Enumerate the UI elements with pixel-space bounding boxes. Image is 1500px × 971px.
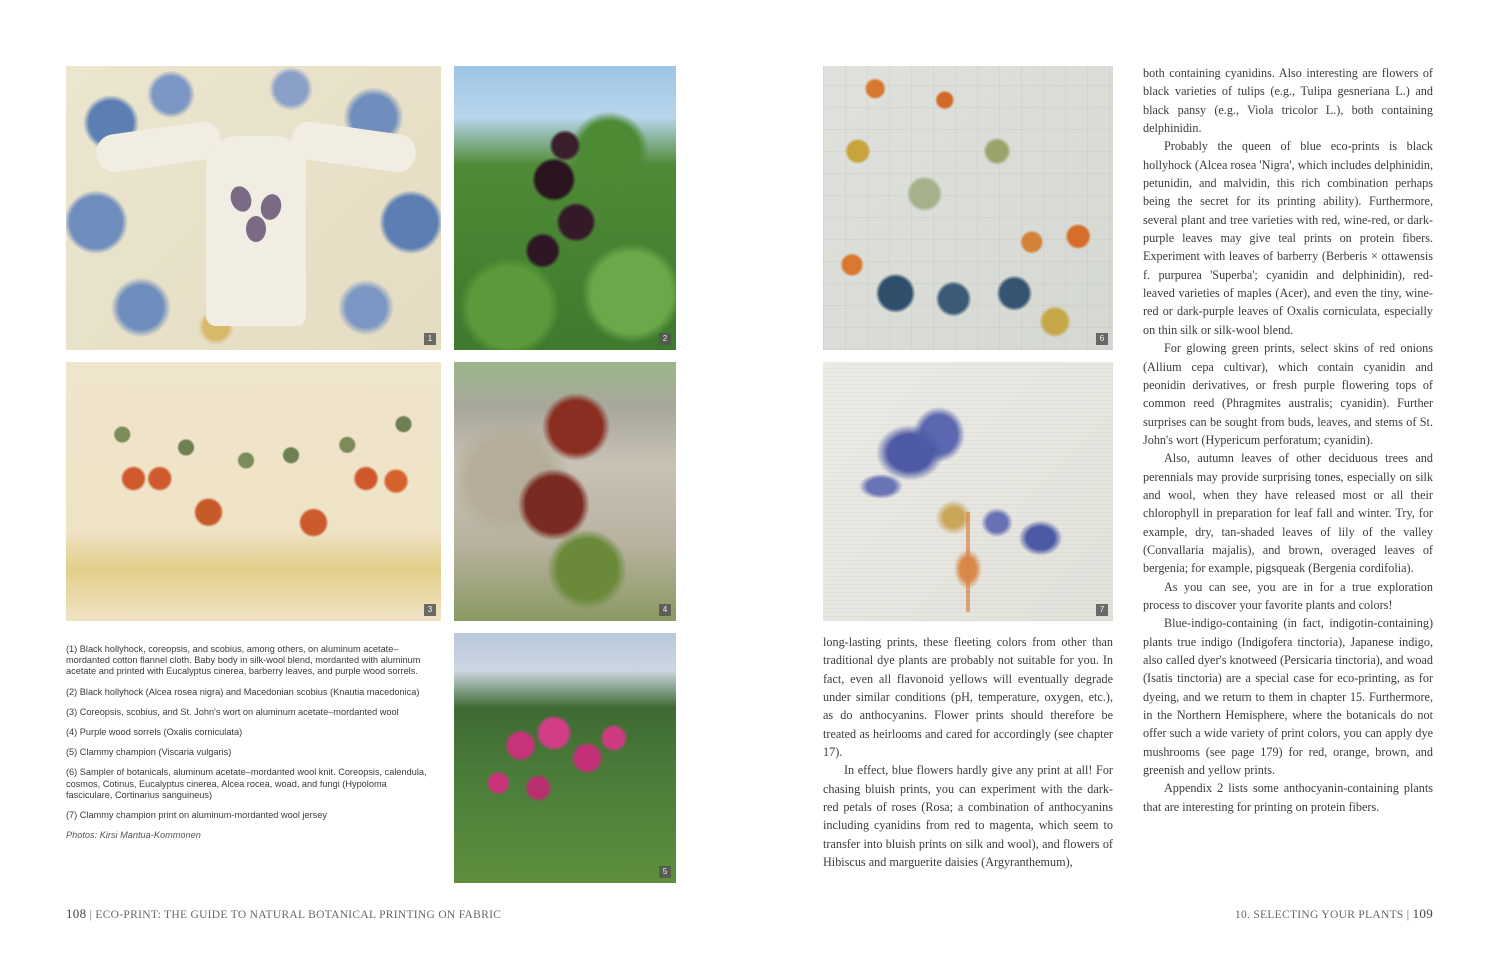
photo-credit: Photos: Kirsi Mantua-Kommonen — [66, 830, 201, 841]
paragraph: As you can see, you are in for a true exploration process to discover your favorite plants and colors! — [1143, 579, 1433, 612]
footer-separator: | — [1406, 909, 1410, 921]
photo-clammy-champion — [454, 633, 676, 883]
paragraph: Also, autumn leaves of other deciduous trees and perennials may provide surprising tones, especially on silk and wool, when they have released most or all their chlorophyll in preparation for leaf fall and winter. Try, for example, dry, tan-shaded leaves of lily of the valley (Convallaria majalis), and brown, overaged leaves of bergenia; for example, pigsqueak (Bergenia cordifolia). — [1143, 451, 1433, 576]
photo-purple-wood-sorrels — [454, 362, 676, 621]
chapter-title: 10. SELECTING YOUR PLANTS — [1234, 909, 1404, 921]
caption-3: (3) Coreopsis, scobius, and St. John's wort on aluminum acetate–mordanted wool — [66, 706, 399, 717]
caption-7: (7) Clammy champion print on aluminum-mordanted wool jersey — [66, 810, 327, 821]
photo-printed-wool-dress — [66, 362, 441, 621]
photo-number-badge: 1 — [424, 333, 436, 345]
paragraph: For glowing green prints, select skins of red onions (Allium cepa cultivar), which contain cyanidin and peonidin derivatives, or fresh purple flowering tops of common reed (Phragmites australis; cyanidin). Further surprises can be sought from buds, leaves, and stems of St. John's wort (Hypericum perforatum; cyanidin). — [1143, 341, 1433, 447]
paragraph: Blue-indigo-containing (in fact, indigotin-containing) plants true indigo (Indigofera tinctoria), Japanese indigo, also called dyer's knotweed (Persicaria tinctoria), and woad (Isatis tinctoria) are a special case for eco-printing, as for dyeing, and we return to them in chapter 15. Furthermore, in the Northern Hemisphere, where the botanicals do not offer such a wide variety of print colors, you can apply dye mushrooms (see page 179) for red, orange, brown, and greenish and yellow prints. — [1143, 616, 1433, 778]
right-footer — [1235, 906, 1433, 922]
photo-number-badge: 2 — [659, 333, 671, 345]
left-footer — [66, 906, 501, 922]
photo-number-badge: 3 — [424, 604, 436, 616]
paragraph: Appendix 2 lists some anthocyanin-containing plants that are interesting for printing on protein fibers. — [1143, 781, 1433, 814]
print-stem — [966, 512, 970, 612]
body-text-column-2 — [1143, 64, 1433, 816]
footer-separator: | — [89, 909, 93, 921]
photo-dyed-cloth-with-baby-body — [66, 66, 441, 350]
caption-6: (6) Sampler of botanicals, aluminum acetate–mordanted wool knit. Coreopsis, calendula, cosmos, Cotinus, Eucalyptus cinerea, Alcea rocea, woad, and fungi (Hypoloma fasciculare, Cortinarius sanguineus) — [66, 767, 427, 800]
page-number: 109 — [1412, 906, 1433, 921]
leaf-print — [246, 216, 266, 242]
photo-number-badge: 5 — [659, 866, 671, 878]
photo-number-badge: 4 — [659, 604, 671, 616]
photo-black-hollyhock — [454, 66, 676, 350]
paragraph: Probably the queen of blue eco-prints is black hollyhock (Alcea rosea 'Nigra', which includes delphinidin, petunidin, and malvidin, this rich combination perhaps being the secret for its printing ability). Furthermore, several plant and tree varieties with red, wine-red, or dark-purple leaves may give teal prints on protein fibers. Experiment with leaves of barberry (Berberis × ottawensis f. purpurea 'Superba'; cyanidin and delphinidin), red-leaved varieties of maples (Acer), and even the tiny, wine-red or dark-purple leaves of Oxalis corniculata, especially on thin silk or silk-wool blend. — [1143, 139, 1433, 337]
bodysuit-left-sleeve — [94, 119, 223, 174]
photo-number-badge: 6 — [1096, 333, 1108, 345]
bodysuit-right-sleeve — [289, 119, 418, 174]
book-title: ECO-PRINT: THE GUIDE TO NATURAL BOTANICAL PRINTING ON FABRIC — [95, 909, 502, 921]
photo-captions — [66, 644, 434, 850]
photo-botanical-sampler — [823, 66, 1113, 350]
photo-number-badge: 7 — [1096, 604, 1108, 616]
caption-5: (5) Clammy champion (Viscaria vulgaris) — [66, 747, 232, 758]
page-number: 108 — [66, 906, 87, 921]
caption-4: (4) Purple wood sorrels (Oxalis corniculata) — [66, 727, 243, 738]
paragraph: both containing cyanidins. Also interesting are flowers of black varieties of tulips (e.g., Tulipa gesneriana L.) and black pansy (e.g., Viola tricolor L.), both containing delphinidin. — [1143, 66, 1433, 136]
body-text-column-1 — [823, 633, 1113, 871]
paragraph: In effect, blue flowers hardly give any print at all! For chasing bluish prints, you can experiment with the dark-red petals of roses (Rosa; a combination of anthocyanins including cyanidins from red to magenta, which seem to transfer into bluish prints on silk and wool), and flowers of Hibiscus and marguerite daisies (Argyranthemum), — [823, 763, 1113, 870]
caption-2: (2) Black hollyhock (Alcea rosea nigra) and Macedonian scobius (Knautia macedonica) — [66, 686, 420, 697]
paragraph: long-lasting prints, these fleeting colors from other than traditional dye plants are probably not suitable for you. In fact, even all flavonoid yellows will eventually degrade under similar conditions (pH, temperature, oxygen, etc.), as do anthocyanins. Flower prints should therefore be treated as heirlooms and cared for accordingly (see chapter 17). — [823, 635, 1113, 760]
caption-1: (1) Black hollyhock, coreopsis, and scobius, among others, on aluminum acetate–mordanted cotton flannel cloth. Baby body in silk-wool blend, mordanted with aluminum acetate and printed with Eucalyptus cinerea, barberry leaves, and purple wood sorrels. — [66, 644, 421, 677]
photo-clammy-champion-print — [823, 362, 1113, 621]
